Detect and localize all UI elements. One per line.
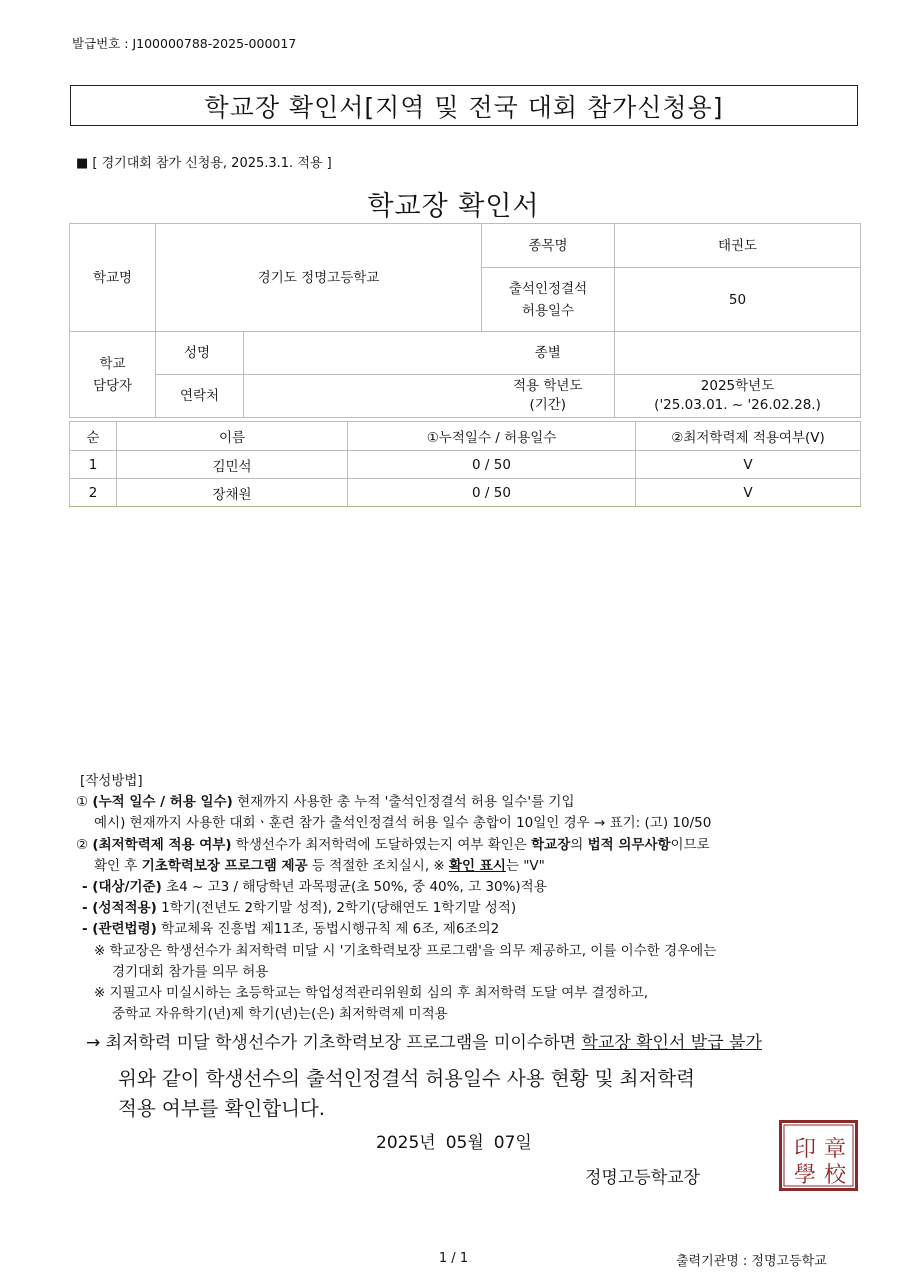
seal-glyph: 印 xyxy=(793,1137,817,1162)
table-row xyxy=(70,479,861,507)
year-value-line2: ('25.03.01. ~ '26.02.28.) xyxy=(654,397,821,413)
category-value xyxy=(615,332,861,375)
phone-label: 연락처 xyxy=(156,375,244,418)
method-line-6 xyxy=(76,898,716,919)
phone-value xyxy=(244,375,482,418)
col-header-days: ①누적일수 / 허용일수 xyxy=(348,422,636,451)
confirm-line-1: 위와 같이 학생선수의 출석인정결석 허용일수 사용 현황 및 최저학력 xyxy=(118,1067,696,1090)
seal-glyph: 校 xyxy=(823,1163,847,1188)
warning-line xyxy=(86,1028,762,1053)
row-days: 0 / 50 xyxy=(348,479,636,507)
print-organization: 출력기관명 : 정명고등학교 xyxy=(676,1254,827,1269)
method-line-8: ※ 학교장은 학생선수가 최저학력 미달 시 '기초학력보장 프로그램'을 의무 제공하고, 이를 이수한 경우에는 xyxy=(94,942,717,959)
method-heading: [작성방법] xyxy=(80,773,143,789)
student-table-header xyxy=(70,422,861,451)
year-value xyxy=(615,375,861,418)
student-table xyxy=(69,421,861,507)
principal-title: 정명고등학교장 xyxy=(585,1168,700,1188)
method-bold-2: (최저학력제 적용 여부) xyxy=(92,836,232,853)
col-header-applied: ②최저학력제 적용여부(V) xyxy=(636,422,861,451)
confirmation-statement xyxy=(118,1064,695,1124)
warning-underline: 학교장 확인서 발급 불가 xyxy=(581,1033,762,1053)
doc-heading: 학교장 확인서 xyxy=(367,191,540,222)
date-year: 2025년 xyxy=(376,1133,436,1153)
row-name: 장채원 xyxy=(117,479,348,507)
row-days: 0 / 50 xyxy=(348,451,636,479)
method-text-4b: 등 적절한 조치실시, ※ xyxy=(307,857,450,874)
method-bold-4: 기초학력보장 프로그램 제공 xyxy=(141,857,308,874)
contact-label-line2: 담당자 xyxy=(92,377,133,394)
event-value: 태권도 xyxy=(615,224,861,268)
row-no: 1 xyxy=(70,451,117,479)
method-num-2: ② xyxy=(76,836,89,853)
method-num-1: ① xyxy=(76,794,89,811)
method-line-2: 예시) 현재까지 사용한 대회ㆍ훈련 참가 출석인정결석 허용 일수 총합이 10일인 경우 → 표기: (고) 10/50 xyxy=(94,815,712,832)
contact-label xyxy=(70,332,156,418)
page-number: 1 / 1 xyxy=(438,1251,469,1266)
method-line-7 xyxy=(76,919,716,940)
year-label-line1: 적용 학년도 xyxy=(513,378,583,394)
days-value: 50 xyxy=(615,268,861,332)
method-bold-3c: 법적 의무사항 xyxy=(587,836,671,853)
method-text-5: 초4 ~ 고3 / 해당학년 과목평균(초 50%, 중 40%, 고 30%)적용 xyxy=(161,879,547,896)
school-seal xyxy=(779,1120,858,1191)
row-applied: V xyxy=(636,479,861,507)
method-bold-4u: 확인 표시 xyxy=(449,857,506,874)
name-label: 성명 xyxy=(156,332,244,375)
days-label xyxy=(482,268,615,332)
method-line-11: 중학교 자유학기(년)제 학기(년)는(은) 최저학력제 미적용 xyxy=(112,1006,448,1023)
issue-date xyxy=(376,1128,542,1153)
method-bold-6: - (성적적용) xyxy=(82,900,157,917)
row-no: 2 xyxy=(70,479,117,507)
method-line-1 xyxy=(76,792,716,813)
method-line-5 xyxy=(76,877,716,898)
days-label-line1: 출석인정결석 xyxy=(508,280,588,297)
name-value xyxy=(244,332,482,375)
issue-number: 발급번호 : J100000788-2025-000017 xyxy=(72,36,297,51)
date-month: 05월 xyxy=(445,1133,484,1153)
info-table xyxy=(69,223,861,418)
method-text-3b: 의 xyxy=(570,836,588,853)
document-title: 학교장 확인서[지역 및 전국 대회 참가신청용] xyxy=(70,85,858,126)
form-note: ■ [ 경기대회 참가 신청용, 2025.3.1. 적용 ] xyxy=(76,156,332,171)
school-value: 경기도 정명고등학교 xyxy=(156,224,482,332)
seal-glyph: 學 xyxy=(793,1163,817,1188)
method-text-1: 현재까지 사용한 총 누적 '출석인정결석 허용 일수'를 기입 xyxy=(232,794,575,811)
event-label: 종목명 xyxy=(482,224,615,268)
year-label-line2: (기간) xyxy=(529,397,567,413)
seal-glyph: 章 xyxy=(823,1137,847,1162)
col-header-name: 이름 xyxy=(117,422,348,451)
method-line-9: 경기대회 참가를 의무 허용 xyxy=(112,963,269,980)
method-text-7: 학교체육 진흥법 제11조, 동법시행규칙 제 6조, 제6조의2 xyxy=(156,921,500,938)
table-row xyxy=(70,451,861,479)
method-bold-3b: 학교장 xyxy=(531,836,571,853)
method-text-3c: 이므로 xyxy=(670,836,710,853)
date-day: 07일 xyxy=(493,1133,532,1153)
method-bold-1: (누적 일수 / 허용 일수) xyxy=(92,794,233,811)
confirm-line-2: 적용 여부를 확인합니다. xyxy=(118,1097,325,1120)
method-text-4c: 는 "V" xyxy=(505,857,545,874)
school-label: 학교명 xyxy=(70,224,156,332)
method-line-4 xyxy=(76,856,716,877)
warning-text: → 최저학력 미달 학생선수가 기초학력보장 프로그램을 미이수하면 xyxy=(86,1033,582,1053)
method-line-3 xyxy=(76,835,716,856)
method-bold-5: - (대상/기준) xyxy=(82,879,162,896)
method-bold-7: - (관련법령) xyxy=(82,921,157,938)
year-value-line1: 2025학년도 xyxy=(700,378,775,394)
col-header-no: 순 xyxy=(70,422,117,451)
writing-method xyxy=(76,771,716,1025)
row-applied: V xyxy=(636,451,861,479)
days-label-line2: 허용일수 xyxy=(521,302,575,319)
year-label xyxy=(482,375,615,418)
method-line-10: ※ 지필고사 미실시하는 초등학교는 학업성적관리위원회 심의 후 최저학력 도달 여부 결정하고, xyxy=(94,985,649,1002)
method-text-4a: 확인 후 xyxy=(94,857,142,874)
row-name: 김민석 xyxy=(117,451,348,479)
method-text-3a: 학생선수가 최저학력에 도달하였는지 여부 확인은 xyxy=(231,836,532,853)
category-label: 종별 xyxy=(482,332,615,375)
contact-label-line1: 학교 xyxy=(99,355,126,372)
method-text-6: 1학기(전년도 2학기말 성적), 2학기(당해연도 1학기말 성적) xyxy=(156,900,517,917)
